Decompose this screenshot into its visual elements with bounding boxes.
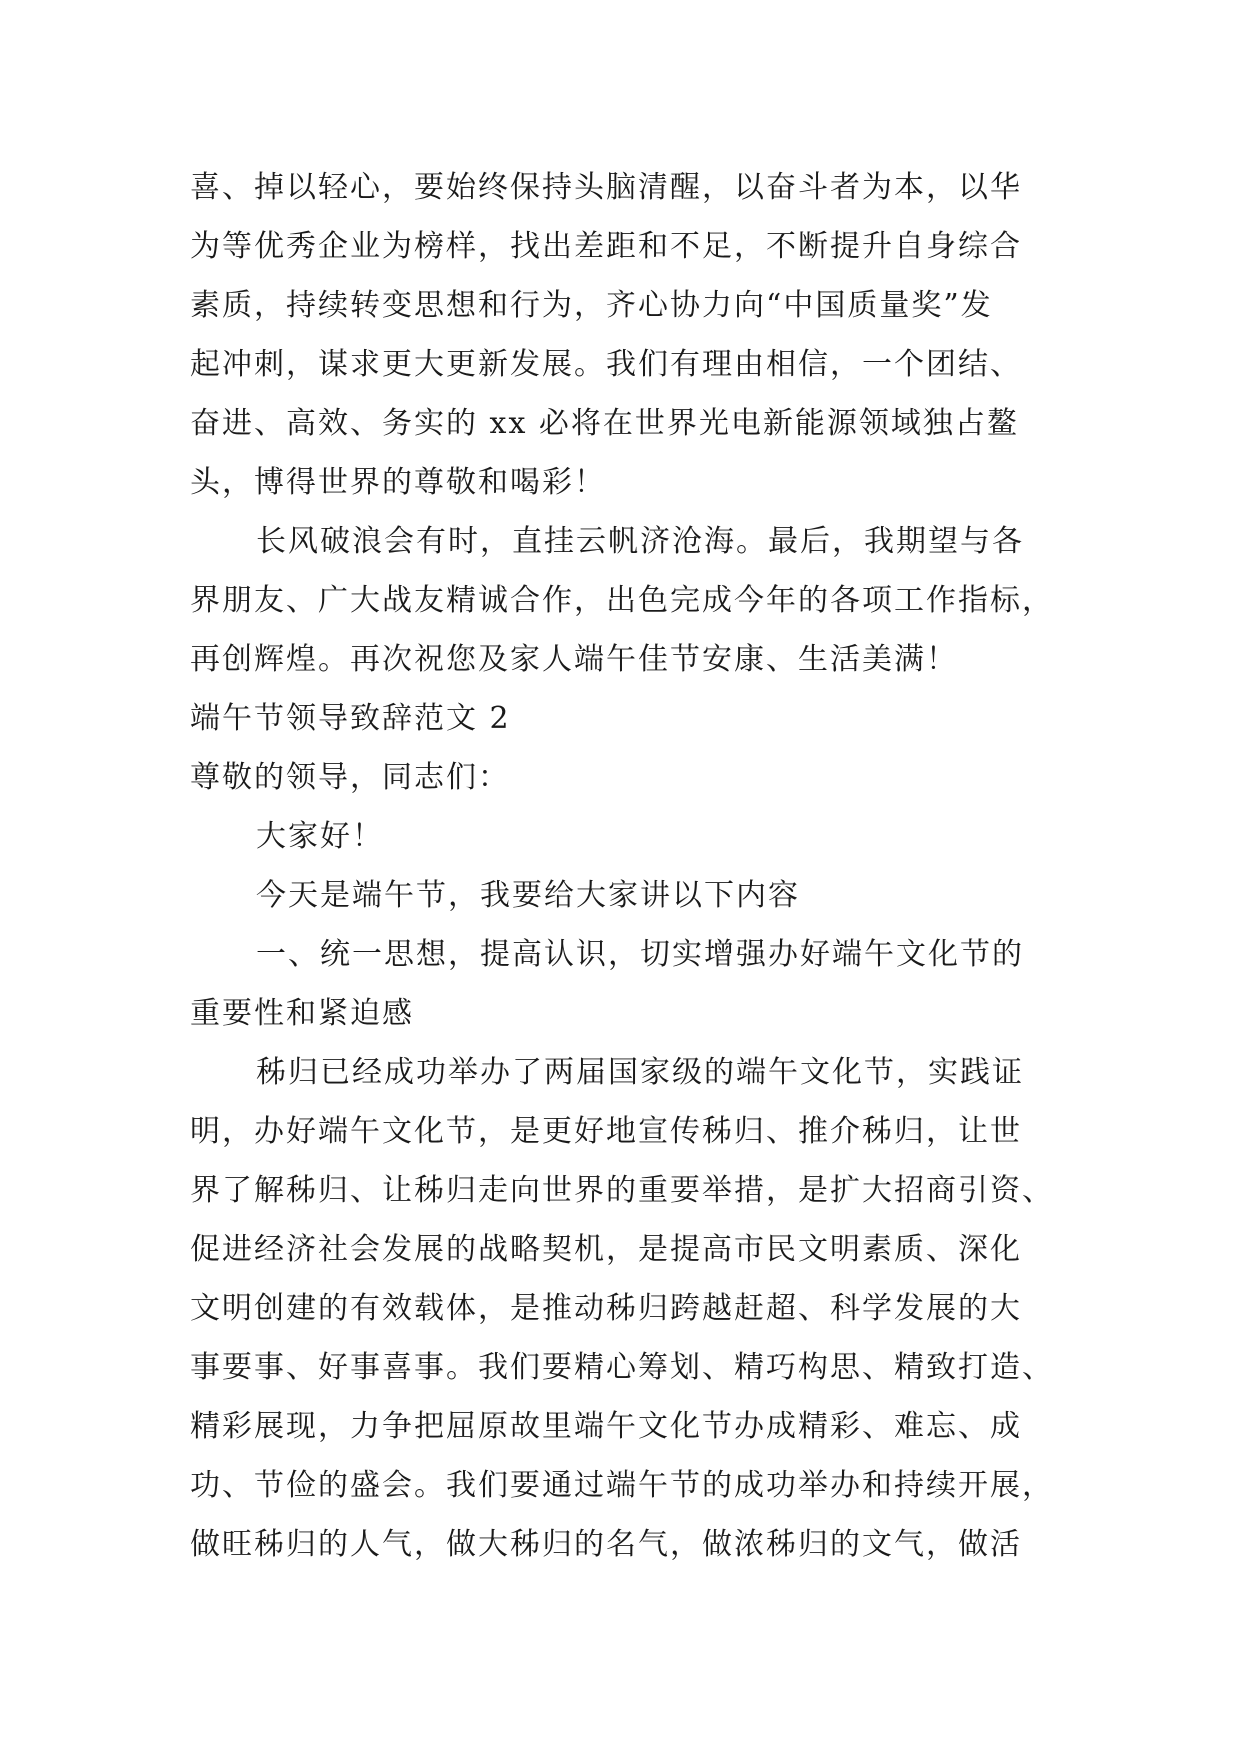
text-line: 为等优秀企业为榜样，找出差距和不足，不断提升自身综合 xyxy=(190,229,1022,264)
text-line: 再创辉煌。再次祝您及家人端午佳节安康、生活美满！ xyxy=(190,642,958,677)
text-line: 界朋友、广大战友精诚合作，出色完成今年的各项工作指标， xyxy=(190,583,1054,618)
text-line: 促进经济社会发展的战略契机，是提高市民文明素质、深化 xyxy=(190,1232,1022,1267)
text-line: 起冲刺，谋求更大更新发展。我们有理由相信，一个团结、 xyxy=(190,347,1022,382)
paragraph-start-line: 长风破浪会有时，直挂云帆济沧海。最后，我期望与各 xyxy=(256,524,1024,559)
section-heading: 端午节领导致辞范文 2 xyxy=(190,701,511,736)
text-line: 素质，持续转变思想和行为，齐心协力向“中国质量奖”发 xyxy=(190,288,993,323)
text-line: 明，办好端午文化节，是更好地宣传秭归、推介秭归，让世 xyxy=(190,1114,1022,1149)
text-line: 界了解秭归、让秭归走向世界的重要举措，是扩大招商引资、 xyxy=(190,1173,1054,1208)
text-line: 做旺秭归的人气，做大秭归的名气，做浓秭归的文气，做活 xyxy=(190,1527,1022,1562)
paragraph-start-line: 今天是端午节，我要给大家讲以下内容 xyxy=(256,878,800,913)
text-line: 精彩展现，力争把屈原故里端午文化节办成精彩、难忘、成 xyxy=(190,1409,1022,1444)
document-body xyxy=(190,158,1052,1574)
text-line: 喜、掉以轻心，要始终保持头脑清醒，以奋斗者为本，以华 xyxy=(190,170,1022,205)
subsection-heading-continued: 重要性和紧迫感 xyxy=(190,996,414,1031)
subsection-heading: 一、统一思想，提高认识，切实增强办好端午文化节的 xyxy=(256,937,1024,972)
greeting: 大家好！ xyxy=(256,819,384,854)
text-line: 文明创建的有效载体，是推动秭归跨越赶超、科学发展的大 xyxy=(190,1291,1022,1326)
paragraph-start-line: 秭归已经成功举办了两届国家级的端午文化节，实践证 xyxy=(256,1055,1024,1090)
text-line: 奋进、高效、务实的 xx 必将在世界光电新能源领域独占鳌 xyxy=(190,406,1019,441)
text-line: 事要事、好事喜事。我们要精心筹划、精巧构思、精致打造、 xyxy=(190,1350,1054,1385)
text-line: 功、节俭的盛会。我们要通过端午节的成功举办和持续开展， xyxy=(190,1468,1054,1503)
salutation: 尊敬的领导，同志们： xyxy=(190,760,510,795)
text-line: 头，博得世界的尊敬和喝彩！ xyxy=(190,465,606,500)
